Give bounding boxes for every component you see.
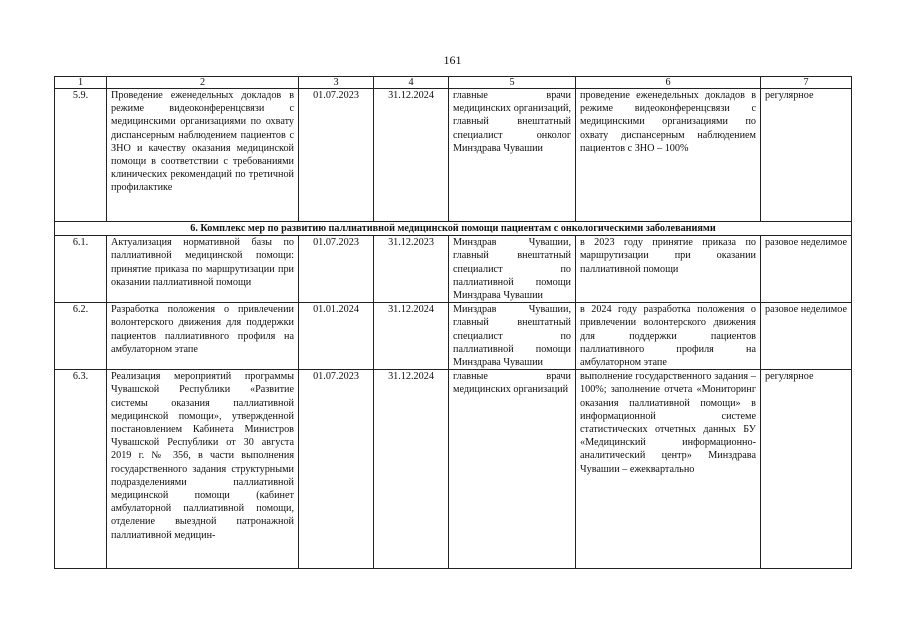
result-cell: проведение еженедельных докладов в режиме видеоконференцсвязи с медицинскими организациями по охвату диспансерным наблюдением пациентов с ЗНО – 100% xyxy=(576,89,761,222)
page-number: 161 xyxy=(443,53,462,67)
column-number: 5 xyxy=(449,77,576,89)
result-cell: в 2024 году разработка положения о привлечении волонтерского движения для поддержки пациентов паллиативного профиля на амбулаторном этапе xyxy=(576,303,761,370)
type-cell: разовое неделимое xyxy=(761,303,852,370)
responsible-cell: Минздрав Чувашии, главный внештатный специалист по паллиативной помощи Минздрава Чувашии xyxy=(449,236,576,303)
column-number: 7 xyxy=(761,77,852,89)
plan-table xyxy=(54,76,852,569)
column-number: 3 xyxy=(299,77,374,89)
responsible-cell: главные врачи медицинских организаций xyxy=(449,370,576,569)
result-cell: в 2023 году принятие приказа по маршрутизации при оказании паллиативной помощи xyxy=(576,236,761,303)
result-cell: выполнение государственного задания – 100%; заполнение отчета «Мониторинг оказания паллиативной помощи» в информационной системе статистических отчетных данных БУ «Медицинский информационно-аналитический центр» Минздрава Чувашии – ежеквартально xyxy=(576,370,761,569)
end-date-cell: 31.12.2024 xyxy=(374,89,449,222)
type-cell: регулярное xyxy=(761,370,852,569)
type-cell: регулярное xyxy=(761,89,852,222)
column-number: 1 xyxy=(55,77,107,89)
end-date-cell: 31.12.2024 xyxy=(374,370,449,569)
end-date-cell: 31.12.2024 xyxy=(374,303,449,370)
column-number: 6 xyxy=(576,77,761,89)
row-number: 6.2. xyxy=(55,303,107,370)
row-number: 5.9. xyxy=(55,89,107,222)
type-cell: разовое неделимое xyxy=(761,236,852,303)
section-title: 6. Комплекс мер по развитию паллиативной медицинской помощи пациентам с онкологическими заболеваниями xyxy=(55,222,852,236)
row-number: 6.1. xyxy=(55,236,107,303)
start-date-cell: 01.07.2023 xyxy=(299,370,374,569)
table-row xyxy=(55,303,852,370)
section-row xyxy=(55,222,852,236)
column-number: 2 xyxy=(107,77,299,89)
table-row xyxy=(55,89,852,222)
start-date-cell: 01.07.2023 xyxy=(299,89,374,222)
table-row xyxy=(55,370,852,569)
column-number-row xyxy=(55,77,852,89)
row-number: 6.3. xyxy=(55,370,107,569)
responsible-cell: главные врачи медицинских организаций, главный внештатный специалист онколог Минздрава Чувашии xyxy=(449,89,576,222)
column-number: 4 xyxy=(374,77,449,89)
measure-cell: Актуализация нормативной базы по паллиативной медицинской помощи: принятие приказа по маршрутизации при оказании паллиативной помощи xyxy=(107,236,299,303)
measure-cell: Реализация мероприятий программы Чувашской Республики «Развитие системы оказания паллиативной медицинской помощи», утвержденной постановлением Кабинета Министров Чувашской Республики от 30 августа 2019 г. № 356, в части выполнения государственного задания структурными подразделениями паллиативной медицинской помощи (кабинет амбулаторной паллиативной помощи, отделение выездной патронажной паллиативной медицин- xyxy=(107,370,299,569)
table-row xyxy=(55,236,852,303)
end-date-cell: 31.12.2023 xyxy=(374,236,449,303)
start-date-cell: 01.07.2023 xyxy=(299,236,374,303)
measure-cell: Проведение еженедельных докладов в режиме видеоконференцсвязи с медицинскими организациями по охвату диспансерным наблюдением пациентов с ЗНО и качеству оказания медицинской помощи в соответствии с требованиями клинических рекомендаций по третичной профилактике xyxy=(107,89,299,222)
measure-cell: Разработка положения о привлечении волонтерского движения для поддержки пациентов паллиативного профиля на амбулаторном этапе xyxy=(107,303,299,370)
responsible-cell: Минздрав Чувашии, главный внештатный специалист по паллиативной помощи Минздрава Чувашии xyxy=(449,303,576,370)
start-date-cell: 01.01.2024 xyxy=(299,303,374,370)
